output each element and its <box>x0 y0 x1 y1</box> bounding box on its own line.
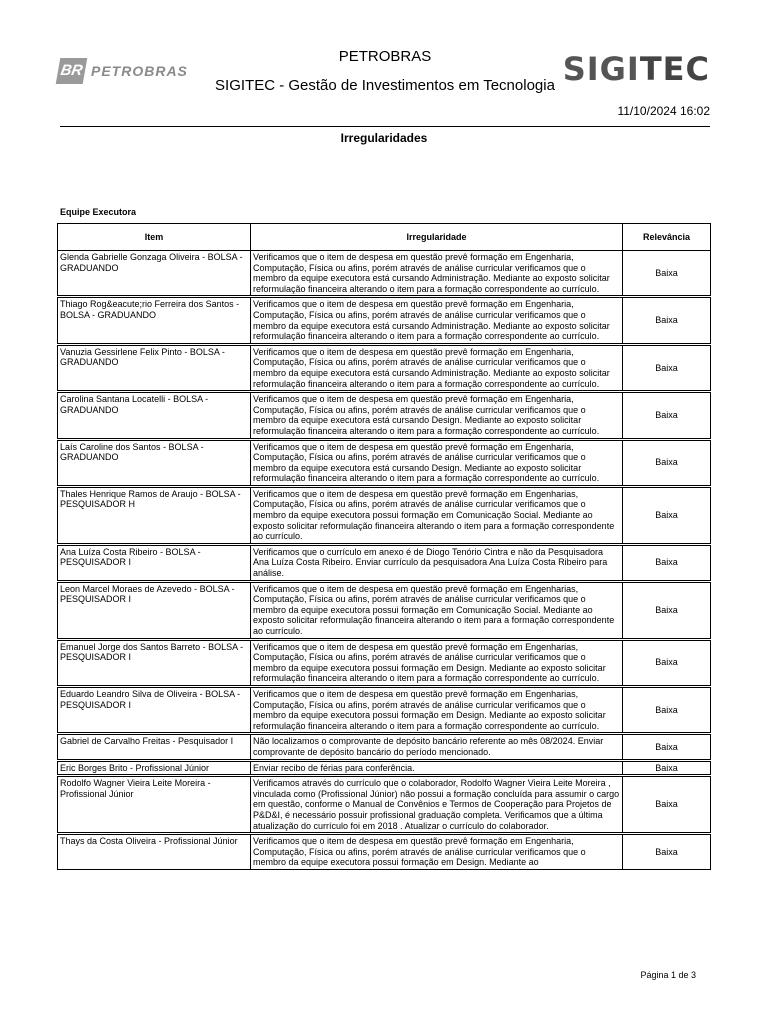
cell-relevancia: Baixa <box>623 251 711 297</box>
cell-item: Ana Luíza Costa Ribeiro - BOLSA - PESQUISADOR I <box>58 544 251 581</box>
cell-irregularidade: Verificamos que o item de despesa em questão prevê formação em Engenharias, Computação, Física ou afins, porém através de análise curricular verificamos que o membro da equipe executora possui formação em Comunicação Social. Mediante ao exposto solicitar reformulação financeira alterando o item para a formação correspondente ao currículo. <box>251 486 623 544</box>
table-row <box>58 581 711 639</box>
table-row <box>58 392 711 439</box>
section-title: Equipe Executora <box>60 207 137 217</box>
cell-item: Leon Marcel Moraes de Azevedo - BOLSA - PESQUISADOR I <box>58 581 251 639</box>
cell-relevancia: Baixa <box>623 760 711 776</box>
table-row <box>58 344 711 391</box>
table-row <box>58 297 711 344</box>
table-row <box>58 834 711 870</box>
header-divider <box>60 126 710 127</box>
irregularities-table <box>57 223 711 870</box>
cell-item: Vanuzia Gessirlene Felix Pinto - BOLSA - GRADUANDO <box>58 344 251 391</box>
header-system-title: SIGITEC - Gestão de Investimentos em Tecnologia <box>215 77 555 94</box>
page-title: Irregularidades <box>340 131 428 145</box>
cell-item: Eric Borges Brito - Profissional Júnior <box>58 760 251 776</box>
header-item: Item <box>58 224 251 251</box>
cell-relevancia: Baixa <box>623 686 711 733</box>
cell-relevancia: Baixa <box>623 486 711 544</box>
cell-relevancia: Baixa <box>623 639 711 686</box>
table-row <box>58 486 711 544</box>
sigitec-logo-part1: SIGI <box>562 50 640 88</box>
table-row <box>58 760 711 776</box>
cell-irregularidade: Verificamos que o item de despesa em questão prevê formação em Engenharia, Computação, Física ou afins, porém através de análise curricular verificamos que o membro da equipe executora está cursando Design. Mediante ao exposto solicitar reformulação financeira alterando o item para a formação correspondente ao currículo. <box>251 392 623 439</box>
cell-relevancia: Baixa <box>623 392 711 439</box>
cell-irregularidade: Verificamos através do currículo que o colaborador, Rodolfo Wagner Vieira Leite Moreira , vinculada como (Profissional Júnior) não possui a formação concluída para assumir o cargo em questão, conforme o Manual de Convênios e Termos de Cooperação para Projetos de P&D&I, é necessário possuir profissional graduação completa. Verificamos que a última atualização do currículo foi em 2018 . Atualizar o currículo do colaborador. <box>251 776 623 834</box>
cell-irregularidade: Verificamos que o item de despesa em questão prevê formação em Engenharia, Computação, Física ou afins, porém através de análise curricular verificamos que o membro da equipe executora está cursando Administração. Mediante ao exposto solicitar reformulação financeira alterando o item para a formação correspondente ao currículo. <box>251 344 623 391</box>
cell-relevancia: Baixa <box>623 776 711 834</box>
table-row <box>58 544 711 581</box>
cell-irregularidade: Verificamos que o item de despesa em questão prevê formação em Engenharia, Computação, Física ou afins, porém através de análise curricular verificamos que o membro da equipe executora está cursando Administração. Mediante ao exposto solicitar reformulação financeira alterando o item para a formação correspondente ao currículo. <box>251 251 623 297</box>
table-row <box>58 639 711 686</box>
cell-irregularidade: Verificamos que o item de despesa em questão prevê formação em Engenharia, Computação, Física ou afins, porém através de análise curricular verificamos que o membro da equipe executora está cursando Design. Mediante ao exposto solicitar reformulação financeira alterando o item para a formação correspondente ao currículo. <box>251 439 623 486</box>
table-header-row <box>58 224 711 251</box>
cell-relevancia: Baixa <box>623 544 711 581</box>
cell-item: Emanuel Jorge dos Santos Barreto - BOLSA - PESQUISADOR I <box>58 639 251 686</box>
header-relevancia: Relevância <box>623 224 711 251</box>
br-badge: BR <box>56 58 88 84</box>
cell-item: Laís Caroline dos Santos - BOLSA - GRADUANDO <box>58 439 251 486</box>
table-row <box>58 734 711 760</box>
cell-irregularidade: Verificamos que o item de despesa em questão prevê formação em Engenharias, Computação, Física ou afins, porém através de análise curricular verificamos que o membro da equipe executora possui formação em Design. Mediante ao exposto solicitar reformulação financeira alterando o item para a formação correspondente ao currículo. <box>251 686 623 733</box>
cell-irregularidade: Verificamos que o item de despesa em questão prevê formação em Engenharias, Computação, Física ou afins, porém através de análise curricular verificamos que o membro da equipe executora possui formação em Design. Mediante ao exposto solicitar reformulação financeira alterando o item para a formação correspondente ao currículo. <box>251 639 623 686</box>
header-company: PETROBRAS <box>338 48 432 65</box>
table-row <box>58 251 711 297</box>
cell-item: Rodolfo Wagner Vieira Leite Moreira - Profissional Júnior <box>58 776 251 834</box>
cell-relevancia: Baixa <box>623 439 711 486</box>
table-row <box>58 776 711 834</box>
cell-relevancia: Baixa <box>623 344 711 391</box>
report-datetime: 11/10/2024 16:02 <box>617 104 710 118</box>
table-row <box>58 439 711 486</box>
cell-relevancia: Baixa <box>623 581 711 639</box>
petrobras-logo <box>58 58 188 84</box>
cell-relevancia: Baixa <box>623 734 711 760</box>
cell-irregularidade: Verificamos que o item de despesa em questão prevê formação em Engenharias, Computação, Física ou afins, porém através de análise curricular verificamos que o membro da equipe executora possui formação em Comunicação Social. Mediante ao exposto solicitar reformulação financeira alterando o item para a formação correspondente ao currículo. <box>251 581 623 639</box>
header-irregularidade: Irregularidade <box>251 224 623 251</box>
sigitec-logo <box>563 50 710 88</box>
cell-irregularidade: Verificamos que o item de despesa em questão prevê formação em Engenharia, Computação, Física ou afins, porém através de análise curricular verificamos que o membro da equipe executora está cursando Administração. Mediante ao exposto solicitar reformulação financeira alterando o item para a formação correspondente ao currículo. <box>251 297 623 344</box>
cell-item: Glenda Gabrielle Gonzaga Oliveira - BOLSA - GRADUANDO <box>58 251 251 297</box>
cell-irregularidade: Verificamos que o currículo em anexo é de Diogo Tenório Cintra e não da Pesquisadora Ana Luíza Costa Ribeiro. Enviar currículo da pesquisadora Ana Luíza Costa Ribeiro para análise. <box>251 544 623 581</box>
cell-item: Thays da Costa Oliveira - Profissional Júnior <box>58 834 251 870</box>
sigitec-logo-part2: TEC <box>639 50 710 88</box>
cell-irregularidade: Enviar recibo de férias para conferência. <box>251 760 623 776</box>
cell-relevancia: Baixa <box>623 834 711 870</box>
cell-item: Thales Henrique Ramos de Araujo - BOLSA - PESQUISADOR H <box>58 486 251 544</box>
cell-item: Gabriel de Carvalho Freitas - Pesquisador I <box>58 734 251 760</box>
cell-item: Eduardo Leandro Silva de Oliveira - BOLSA - PESQUISADOR I <box>58 686 251 733</box>
cell-item: Carolina Santana Locatelli - BOLSA - GRADUANDO <box>58 392 251 439</box>
petrobras-wordmark: PETROBRAS <box>91 63 188 79</box>
cell-irregularidade: Verificamos que o item de despesa em questão prevê formação em Engenharia, Computação, Física ou afins, porém através de análise curricular verificamos que o membro da equipe executora possui formação em Design. Mediante ao <box>251 834 623 870</box>
cell-item: Thiago Rog&eacute;rio Ferreira dos Santos - BOLSA - GRADUANDO <box>58 297 251 344</box>
cell-irregularidade: Não localizamos o comprovante de depósito bancário referente ao mês 08/2024. Enviar comprovante de depósito bancário do período mencionado. <box>251 734 623 760</box>
page-number: Página 1 de 3 <box>640 970 696 980</box>
table-row <box>58 686 711 733</box>
cell-relevancia: Baixa <box>623 297 711 344</box>
